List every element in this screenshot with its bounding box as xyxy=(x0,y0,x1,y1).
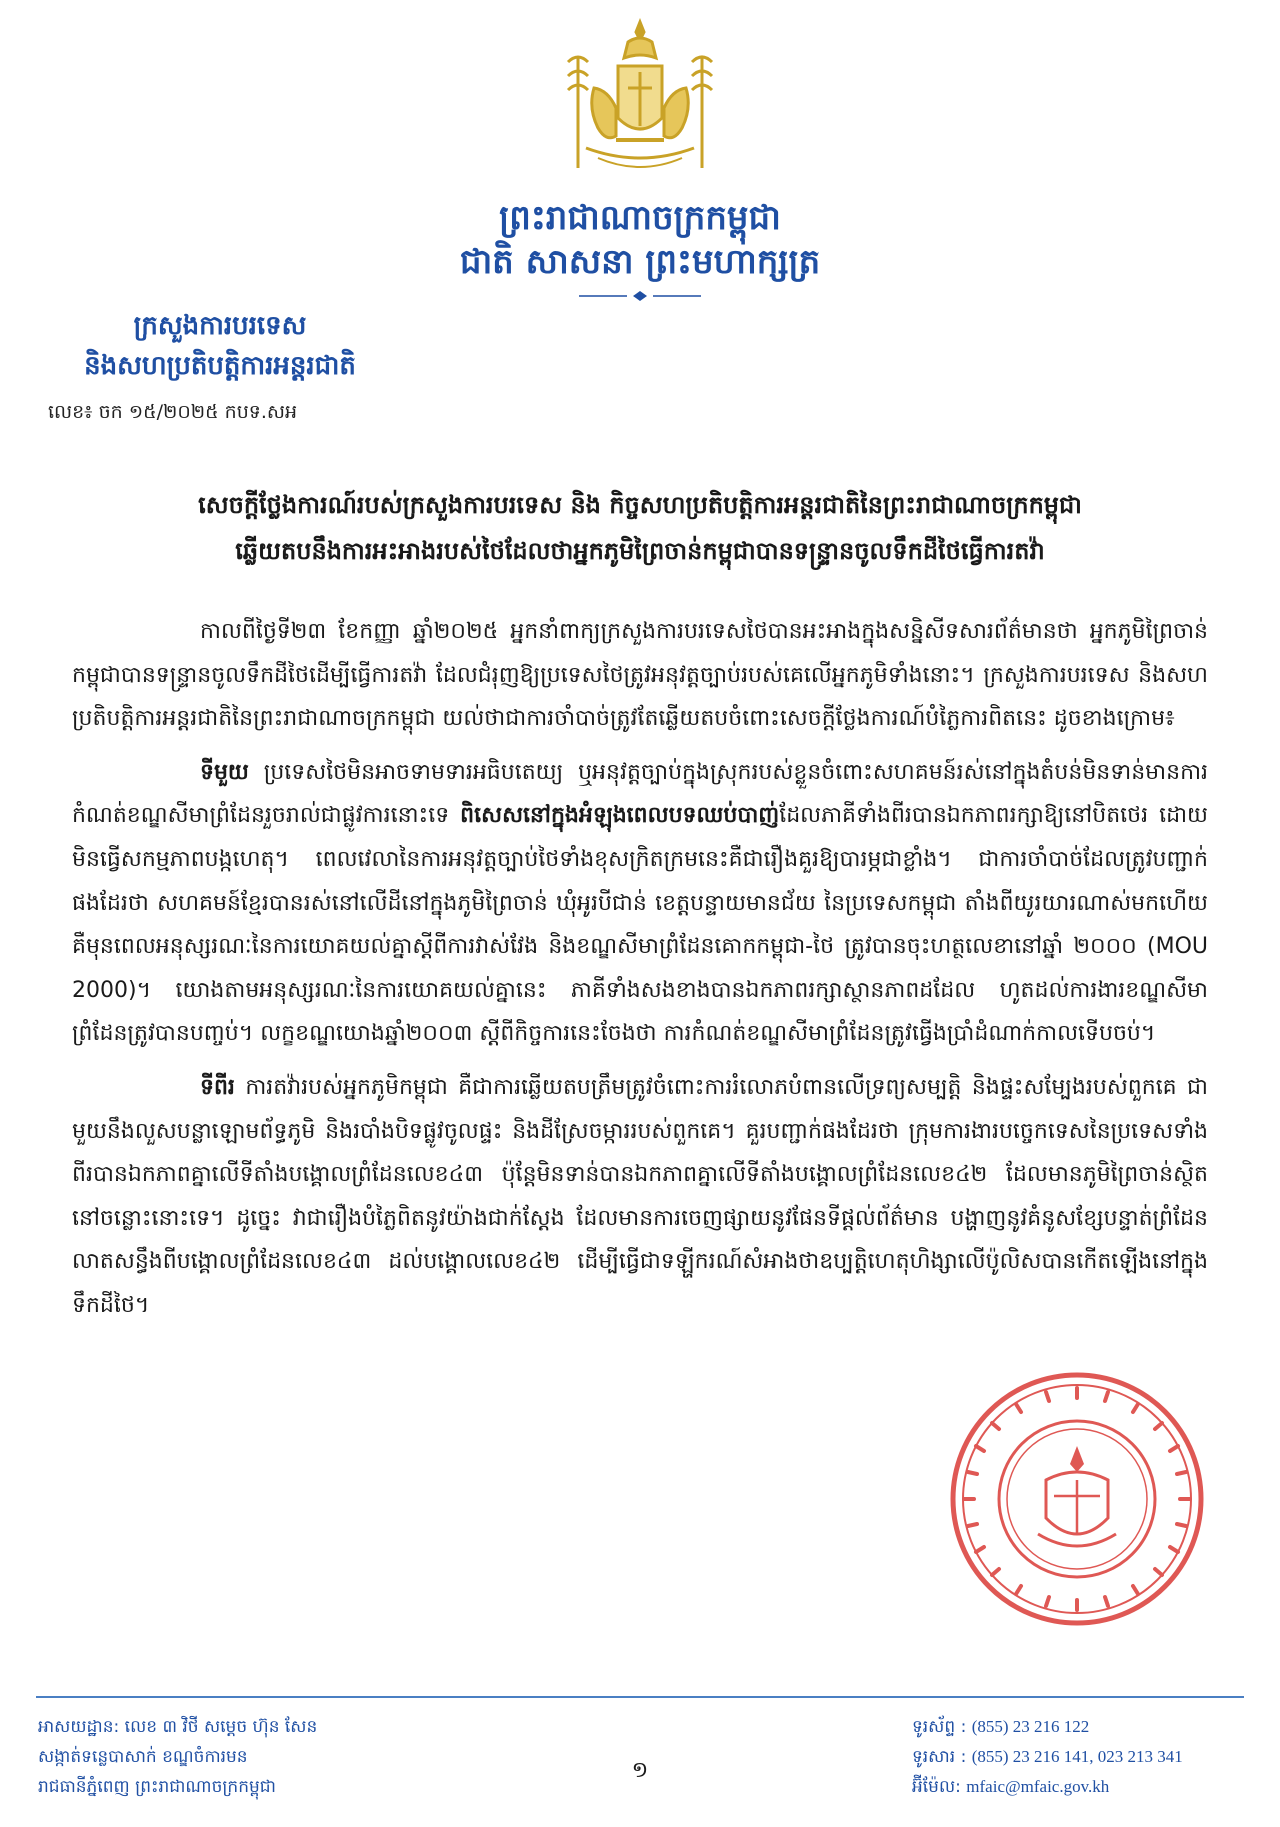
email-line xyxy=(912,1772,1183,1802)
reference-number: លេខ៖ ចក ១៥/២០២៥ កបទ.សអ xyxy=(48,401,298,423)
address-line: អាសយដ្ឋាន: លេខ ៣ វិថី សម្តេច ហ៊ុន សែន xyxy=(38,1717,318,1737)
page-number: ១ xyxy=(631,1758,649,1783)
ornament-divider-icon xyxy=(575,290,705,302)
paragraph-intro: កាលពីថ្ងៃទី២៣ ខែកញ្ញា ឆ្នាំ២០២៥ អ្នកនាំពាក្យក្រសួងការបរទេសថៃបានអះអាងក្នុងសន្និសីទសារព័ត៌មានថា អ្នកភូមិព្រៃចាន់កម្ពុជាបានទន្ទ្រានចូលទឹកដីថៃដើម្បីធ្វើការតវ៉ា ដែលជំរុញឱ្យប្រទេសថៃត្រូវអនុវត្តច្បាប់របស់គេលើអ្នកភូមិទាំងនោះ។ ក្រសួងការបរទេស និងសហប្រតិបត្តិការអន្តរជាតិនៃព្រះរាជាណាចក្រកម្ពុជា យល់ថាជាការចាំបាច់ត្រូវតែឆ្លើយតបចំពោះសេចក្តីថ្លែងការណ៍បំភ្លៃការពិតនេះ ដូចខាងក្រោម៖ xyxy=(72,619,1208,732)
paragraph-text: ការតវ៉ារបស់អ្នកភូមិកម្ពុជា គឺជាការឆ្លើយតបត្រឹមត្រូវចំពោះការរំលោភបំពានលើទ្រព្យសម្បត្តិ និងផ្ទះសម្បែងរបស់ពួកគេ ជាមួយនឹងលួសបន្លាឡោមព័ទ្ធភូមិ និងរបាំងបិទផ្លូវចូលផ្ទះ និងដីស្រែចម្ការរបស់ពួកគេ។ គួរបញ្ជាក់ផងដែរថា ក្រុមការងារបច្ចេកទេសនៃប្រទេសទាំងពីរបានឯកភាពគ្នាលើទីតាំងបង្គោលព្រំដែនលេខ៤៣ ប៉ុន្តែមិនទាន់បានឯកភាពគ្នាលើទីតាំងបង្គោលព្រំដែនលេខ៤២ ដែលមានភូមិព្រៃចាន់ស្ថិតនៅចន្លោះនោះទេ។ ដូច្នេះ វាជារឿងបំភ្លៃពិតនូវយ៉ាងជាក់ស្តែង ដែលមានការចេញផ្សាយនូវផែនទីផ្តល់ព័ត៌មាន បង្ហាញនូវគំនូសខ្សែបន្ទាត់ព្រំដែនលាតសន្ធឹងពីបង្គោលព្រំដែនលេខ៤៣ ដល់បង្គោលលេខ៤២ ដើម្បីធ្វើជាទឡ្ហីករណ៍សំអាងថាឧប្បត្តិហេតុហិង្សាលើប៉ូលិសបានកើតឡើងនៅក្នុងទឹកដីថៃ។ xyxy=(72,1074,1208,1318)
email-address: mfaic@mfaic.gov.kh xyxy=(966,1777,1110,1796)
paragraph-text: ដែលភាគីទាំងពីរបានឯកភាពរក្សាឱ្យនៅបិតថេរ ដោយមិនធ្វើសកម្មភាពបង្កហេតុ។ ពេលវេលានៃការអនុវត្តច្បាប់ថៃទាំងខុសក្រិតក្រមនេះគឺជារឿងគួរឱ្យបារម្ភជាខ្លាំង។ ជាការចាំបាច់ដែលត្រូវបញ្ជាក់ផងដែរថា សហគមន៍ខ្មែរបានរស់នៅលើដីនៅក្នុងភូមិព្រៃចាន់ ឃុំអូរបីជាន់ ខេត្តបន្ទាយមានជ័យ នៃប្រទេសកម្ពុជា តាំងពីយូរយារណាស់មកហើយ គឺមុនពេលអនុស្សរណៈនៃការយោគយល់គ្នាស្តីពីការវាស់វែង និងខណ្ឌសីមាព្រំដែនគោកកម្ពុជា-ថៃ ត្រូវបានចុះហត្ថលេខានៅឆ្នាំ ២០០០ (MOU 2000)។ យោងតាមអនុស្សរណៈនៃការយោគយល់គ្នានេះ ភាគីទាំងសងខាងបានឯកភាពរក្សាស្ថានភាពដដែល ហូតដល់ការងារខណ្ឌសីមាព្រំដែនត្រូវបានបញ្ចប់។ លក្ខខណ្ឌយោងឆ្នាំ២០០៣ ស្តីពីកិច្ចការនេះចែងថា ការកំណត់ខណ្ឌសីមាព្រំដែនត្រូវធ្វើងប្រាំដំណាក់កាលទើបចប់។ xyxy=(72,803,1208,1047)
paragraph-first-point xyxy=(72,751,1208,1056)
phone-number: (855) 23 216 122 xyxy=(971,1717,1090,1736)
footer-address xyxy=(38,1712,317,1802)
statement-title-line2: ឆ្លើយតបនឹងការអះអាងរបស់ថៃដែលថាអ្នកភូមិព្រៃចាន់កម្ពុជាបានទន្ទ្រានចូលទឹកដីថៃធ្វើការតវ៉ា xyxy=(235,537,1045,565)
phone-line xyxy=(912,1712,1183,1742)
point-label-first: ទីមួយ xyxy=(200,759,249,785)
statement-body xyxy=(72,610,1208,1338)
paragraph-second-point xyxy=(72,1066,1208,1328)
statement-title-line1: សេចក្តីថ្លែងការណ៍របស់ក្រសួងការបរទេស និង កិច្ចសហប្រតិបត្តិការអន្តរជាតិនៃព្រះរាជាណាចក្រកម្ពុជា xyxy=(198,491,1082,519)
royal-coat-of-arms-icon xyxy=(558,18,722,183)
paragraph-text: ប្រទេសថៃមិនអាចទាមទារអធិបតេយ្យ ឬអនុវត្តច្បាប់ក្នុងស្រុករបស់ខ្លួនចំពោះសហគមន៍រស់នៅក្នុងតំបន់មិនទាន់មានការកំណត់ខណ្ឌសីមាព្រំដែនរួចរាល់ជាផ្លូវការនោះទេ xyxy=(72,759,1208,829)
ministry-name-line2: និងសហប្រតិបត្តិការអន្តរជាតិ xyxy=(84,351,356,381)
emphasis-text: ពិសេសនៅក្នុងអំឡុងពេលបទឈប់បាញ់ xyxy=(460,803,780,829)
phone-label: ទូរស័ព្ទ : xyxy=(912,1717,972,1737)
footer-divider xyxy=(36,1696,1244,1698)
point-label-second: ទីពីរ xyxy=(200,1074,235,1100)
kingdom-name: ព្រះរាជាណាចក្រកម្ពុជា xyxy=(499,198,781,238)
ministry-name-line1: ក្រសួងការបរទេស xyxy=(133,311,307,341)
address-line: សង្កាត់ទន្លេបាសាក់ ខណ្ឌចំការមន xyxy=(38,1747,248,1767)
fax-label: ទូរសារ : xyxy=(912,1747,972,1767)
national-motto: ជាតិ សាសនា ព្រះមហាក្សត្រ xyxy=(459,242,821,282)
footer-contact xyxy=(912,1712,1183,1802)
email-label: អ៊ីម៉ែល: xyxy=(912,1777,967,1797)
ministry-name xyxy=(40,306,400,386)
fax-number: (855) 23 216 141, 023 213 341 xyxy=(971,1747,1183,1766)
address-line: រាជធានីភ្នំពេញ ព្រះរាជាណាចក្រកម្ពុជា xyxy=(38,1777,276,1797)
fax-line xyxy=(912,1742,1183,1772)
ministry-seal-icon xyxy=(946,1368,1208,1630)
